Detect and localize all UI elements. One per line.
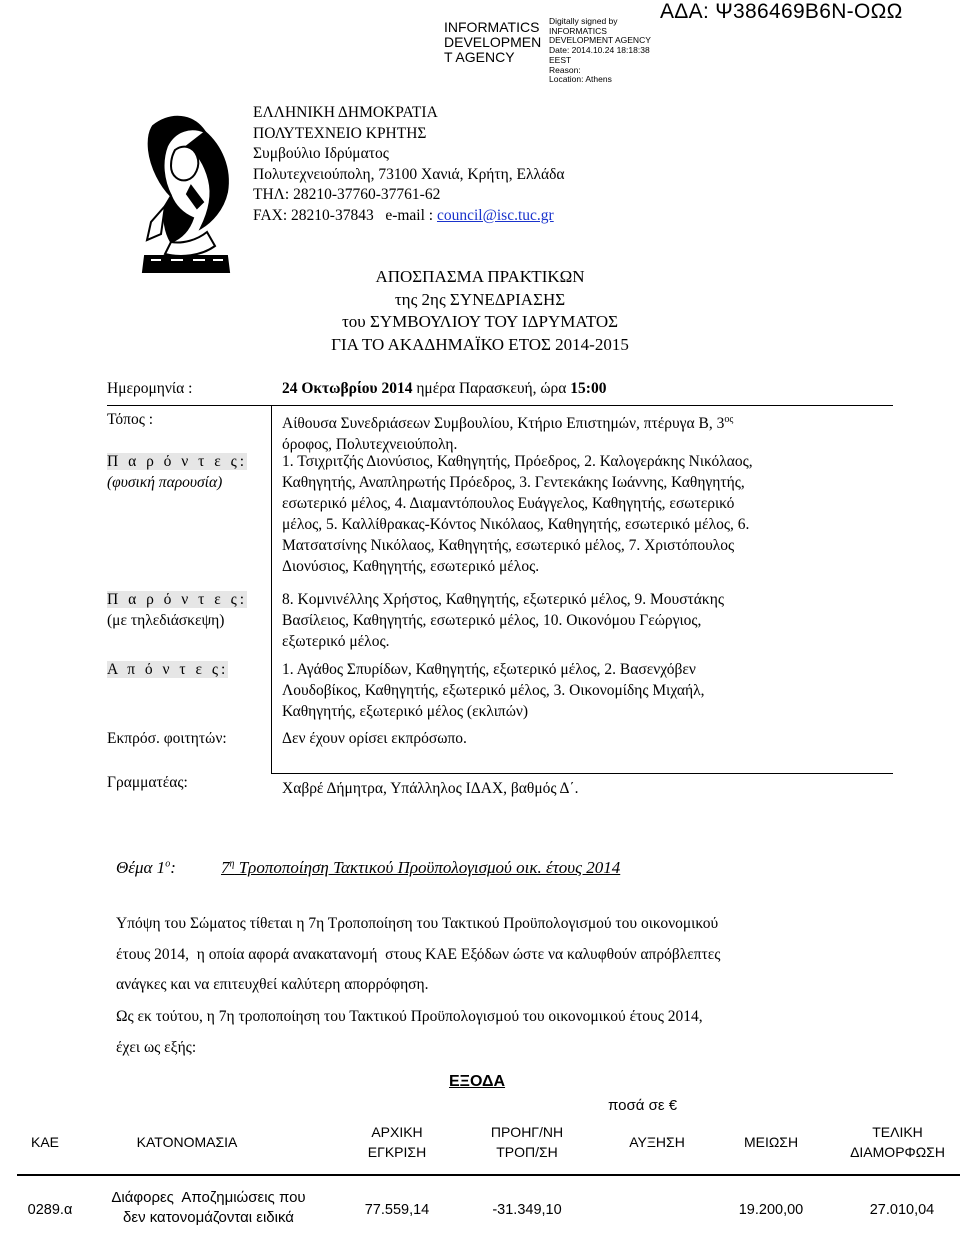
topic-heading bbox=[116, 858, 620, 878]
topic-label-text: Θέμα 1 bbox=[116, 858, 166, 877]
divider bbox=[271, 405, 272, 773]
signature-detail-line: DEVELOPMENT AGENCY bbox=[549, 35, 651, 46]
col-header-initial-line: ΑΡΧΙΚΗ bbox=[371, 1124, 423, 1140]
absent-list bbox=[282, 659, 892, 722]
ada-code: ΑΔΑ: Ψ386469Β6Ν-ΟΩΩ bbox=[660, 0, 903, 23]
topic-label bbox=[116, 858, 221, 878]
present-label: Π α ρ ό ν τ ε ς: bbox=[107, 453, 248, 470]
place-sup: ος bbox=[724, 414, 734, 425]
topic-title bbox=[221, 858, 620, 877]
member-line: Ματσατσίνης Νικόλαος, Καθηγητής, εσωτερικό μέλος, 7. Χριστόπουλος bbox=[282, 537, 735, 554]
document-title bbox=[0, 266, 960, 356]
col-header-name: ΚΑΤΟΝΟΜΑΣΙΑ bbox=[136, 1134, 238, 1150]
header-line: ΠΟΛΥΤΕΧΝΕΙΟ ΚΡΗΤΗΣ bbox=[253, 124, 427, 142]
header-line: ΕΛΛΗΝΙΚΗ ΔΗΜΟΚΡΑΤΙΑ bbox=[253, 104, 438, 121]
present-remote-sub: (με τηλεδιάσκεψη) bbox=[107, 612, 225, 629]
cell-decrease: 19.200,00 bbox=[738, 1202, 804, 1218]
cell-name-line: Διάφορες Αποζημιώσεις που bbox=[111, 1189, 306, 1206]
member-line: 1. Αγάθος Σπυρίδων, Καθηγητής, εξωτερικό μέλος, 2. Βασενχόβεν bbox=[282, 661, 696, 678]
signature-org-line: DEVELOPMEN bbox=[444, 34, 542, 50]
title-line: ΓΙΑ ΤΟ ΑΚΑΔΗΜΑΪΚΟ ΕΤΟΣ 2014-2015 bbox=[331, 334, 629, 354]
place-line: όροφος, Πολυτεχνειούπολη. bbox=[282, 436, 458, 454]
place-value bbox=[282, 409, 892, 455]
university-logo-icon bbox=[131, 106, 243, 284]
place-line1: Αίθουσα Συνεδριάσεων Συμβουλίου, Κτήριο Επιστημών, πτέρυγα Β, 3 bbox=[282, 415, 725, 433]
topic-text: Τροποποίηση Τακτικού Προϋπολογισμού οικ. έτους 2014 bbox=[234, 858, 621, 877]
member-line: 8. Κομνινέλλης Χρήστος, Καθηγητής, εξωτερικό μέλος, 9. Μουστάκης bbox=[282, 591, 724, 608]
students-label: Εκπρόσ. φοιτητών: bbox=[107, 730, 227, 747]
present-physical-label bbox=[107, 451, 247, 493]
present-physical-list bbox=[282, 451, 892, 577]
col-header-decrease: ΜΕΙΩΣΗ bbox=[743, 1134, 799, 1150]
date-mid: ημέρα Παρασκευή, ώρα bbox=[412, 380, 571, 397]
place-label: Τόπος : bbox=[107, 411, 154, 428]
member-line: Βασίλειος, Καθηγητής, εσωτερικό μέλος, 10. Οικονόμου Γεώργιος, bbox=[282, 612, 702, 629]
col-header-initial bbox=[337, 1122, 457, 1162]
col-header-previous bbox=[467, 1122, 587, 1162]
topic-num-sup: η bbox=[229, 858, 235, 870]
header-fax-line bbox=[253, 206, 565, 227]
col-header-final bbox=[835, 1122, 960, 1162]
amounts-note: ποσά σε € bbox=[608, 1097, 678, 1114]
member-line: Λουδοβίκος, Καθηγητής, εξωτερικό μέλος, 3. Οικονομίδης Μιχαήλ, bbox=[282, 682, 705, 699]
body-paragraph bbox=[116, 1002, 840, 1063]
member-line: Διονύσιος, Καθηγητής, εσωτερικό μέλος. bbox=[282, 558, 540, 575]
member-line: Καθηγητής, εξωτερικό μέλος (εκλιπών) bbox=[282, 703, 529, 720]
expenses-table bbox=[17, 1120, 960, 1249]
signature-org bbox=[444, 20, 548, 65]
body-paragraph bbox=[116, 909, 840, 1001]
body-line: Ως εκ τούτου, η 7η τροποποίηση του Τακτικού Προϋπολογισμού του οικονομικού έτους 2014, bbox=[116, 1008, 703, 1025]
col-header-previous-line: ΤΡΟΠ/ΣΗ bbox=[496, 1144, 558, 1160]
present-label: Π α ρ ό ν τ ε ς: bbox=[107, 591, 248, 608]
table-divider bbox=[17, 1174, 960, 1176]
cell-name bbox=[91, 1188, 326, 1228]
col-header-initial-line: ΕΓΚΡΙΣΗ bbox=[367, 1144, 427, 1160]
institution-header bbox=[253, 103, 565, 226]
cell-final: 27.010,04 bbox=[869, 1202, 935, 1218]
divider bbox=[271, 773, 893, 774]
header-line: Συμβούλιο Ιδρύματος bbox=[253, 145, 389, 162]
date-bold: 24 Οκτωβρίου 2014 bbox=[282, 380, 413, 397]
cell-kae: 0289.α bbox=[27, 1202, 73, 1218]
body-line: έτους 2014, η οποία αφορά ανακατανομή στους ΚΑΕ Εξόδων ώστε να καλυφθούν απρόβλεπτες bbox=[116, 945, 721, 963]
date-time: 15:00 bbox=[570, 380, 607, 397]
absent-label bbox=[107, 659, 228, 680]
date-value bbox=[282, 378, 892, 399]
member-line: Καθηγητής, Αναπληρωτής Πρόεδρος, 3. Γεντεκάκης Ιωάννης, Καθηγητής, bbox=[282, 474, 745, 491]
col-header-previous-line: ΠΡΟΗΓ/ΝΗ bbox=[490, 1124, 564, 1140]
absent-label-text: Α π ό ν τ ε ς: bbox=[107, 661, 229, 678]
header-line: Πολυτεχνειούπολη, 73100 Χανιά, Κρήτη, Ελλάδα bbox=[253, 165, 565, 183]
signature-detail-line: EEST bbox=[549, 54, 572, 65]
signature-org-line: T AGENCY bbox=[444, 49, 515, 65]
member-line: 1. Τσιχριτζής Διονύσιος, Καθηγητής, Πρόεδρος, 2. Καλογεράκης Νικόλαος, bbox=[282, 453, 753, 470]
header-line: ΤΗΛ: 28210-37760-37761-62 bbox=[253, 186, 441, 203]
body-line: Υπόψη του Σώματος τίθεται η 7η Τροποποίηση του Τακτικού Προϋπολογισμού του οικονομικού bbox=[116, 915, 719, 932]
col-header-final-line: ΔΙΑΜΟΡΦΩΣΗ bbox=[850, 1144, 945, 1160]
member-line: εξωτερικό μέλος. bbox=[282, 633, 390, 650]
cell-previous: -31.349,10 bbox=[492, 1202, 562, 1218]
cell-name-line: δεν κατονομάζονται ειδικά bbox=[123, 1209, 294, 1226]
present-remote-list bbox=[282, 589, 892, 652]
students-value: Δεν έχουν ορίσει εκπρόσωπο. bbox=[282, 730, 467, 747]
col-header-final-line: ΤΕΛΙΚΗ bbox=[872, 1124, 923, 1140]
col-header-kae: ΚΑΕ bbox=[30, 1134, 59, 1150]
signature-org-line: INFORMATICS bbox=[444, 19, 540, 35]
place-line bbox=[282, 409, 892, 434]
title-line: της 2ης ΣΥΝΕΔΡΙΑΣΗΣ bbox=[394, 289, 566, 309]
signature-detail-line: Reason: bbox=[549, 64, 581, 75]
signature-detail-line: Location: Athens bbox=[549, 74, 612, 85]
email-link[interactable]: council@isc.tuc.gr bbox=[436, 206, 554, 224]
topic-num: 7 bbox=[221, 858, 230, 877]
body-line: ανάγκες και να επιτευχθεί καλύτερη απορρόφηση. bbox=[116, 976, 429, 993]
topic-label-colon: : bbox=[170, 858, 176, 877]
title-line: του ΣΥΜΒΟΥΛΙΟΥ ΤΟΥ ΙΔΡΥΜΑΤΟΣ bbox=[341, 312, 619, 331]
signature-detail-line: Date: 2014.10.24 18:18:38 bbox=[549, 45, 650, 56]
expenses-title: ΕΞΟΔΑ bbox=[449, 1073, 506, 1090]
body-line: έχει ως εξής: bbox=[116, 1038, 197, 1056]
divider bbox=[107, 405, 893, 406]
present-remote-label bbox=[107, 589, 247, 631]
fax-text: FAX: 28210-37843 e-mail : bbox=[253, 206, 437, 224]
title-line: ΑΠΟΣΠΑΣΜΑ ΠΡΑΚΤΙΚΩΝ bbox=[375, 267, 585, 286]
member-line: μέλος, 5. Καλλίθρακας-Κόντος Νικόλαος, Καθηγητής, εσωτερικό μέλος, 6. bbox=[282, 516, 750, 533]
present-physical-sub: (φυσική παρουσία) bbox=[107, 474, 223, 491]
cell-initial: 77.559,14 bbox=[364, 1202, 430, 1218]
member-line: εσωτερικό μέλος, 4. Διαμαντόπουλος Ευάγγελος, Καθηγητής, εσωτερικό bbox=[282, 495, 735, 512]
topic-label-sup: ο bbox=[165, 858, 171, 870]
date-label: Ημερομηνία : bbox=[107, 380, 193, 397]
secretary-label: Γραμματέας: bbox=[107, 774, 188, 791]
signature-detail-line: INFORMATICS bbox=[549, 25, 607, 36]
secretary-value: Χαβρέ Δήμητρα, Υπάλληλος ΙΔΑΧ, βαθμός Δ΄. bbox=[282, 780, 579, 797]
signature-detail-line: Digitally signed by bbox=[549, 16, 618, 26]
col-header-increase: ΑΥΞΗΣΗ bbox=[629, 1134, 685, 1150]
signature-details bbox=[549, 17, 659, 85]
